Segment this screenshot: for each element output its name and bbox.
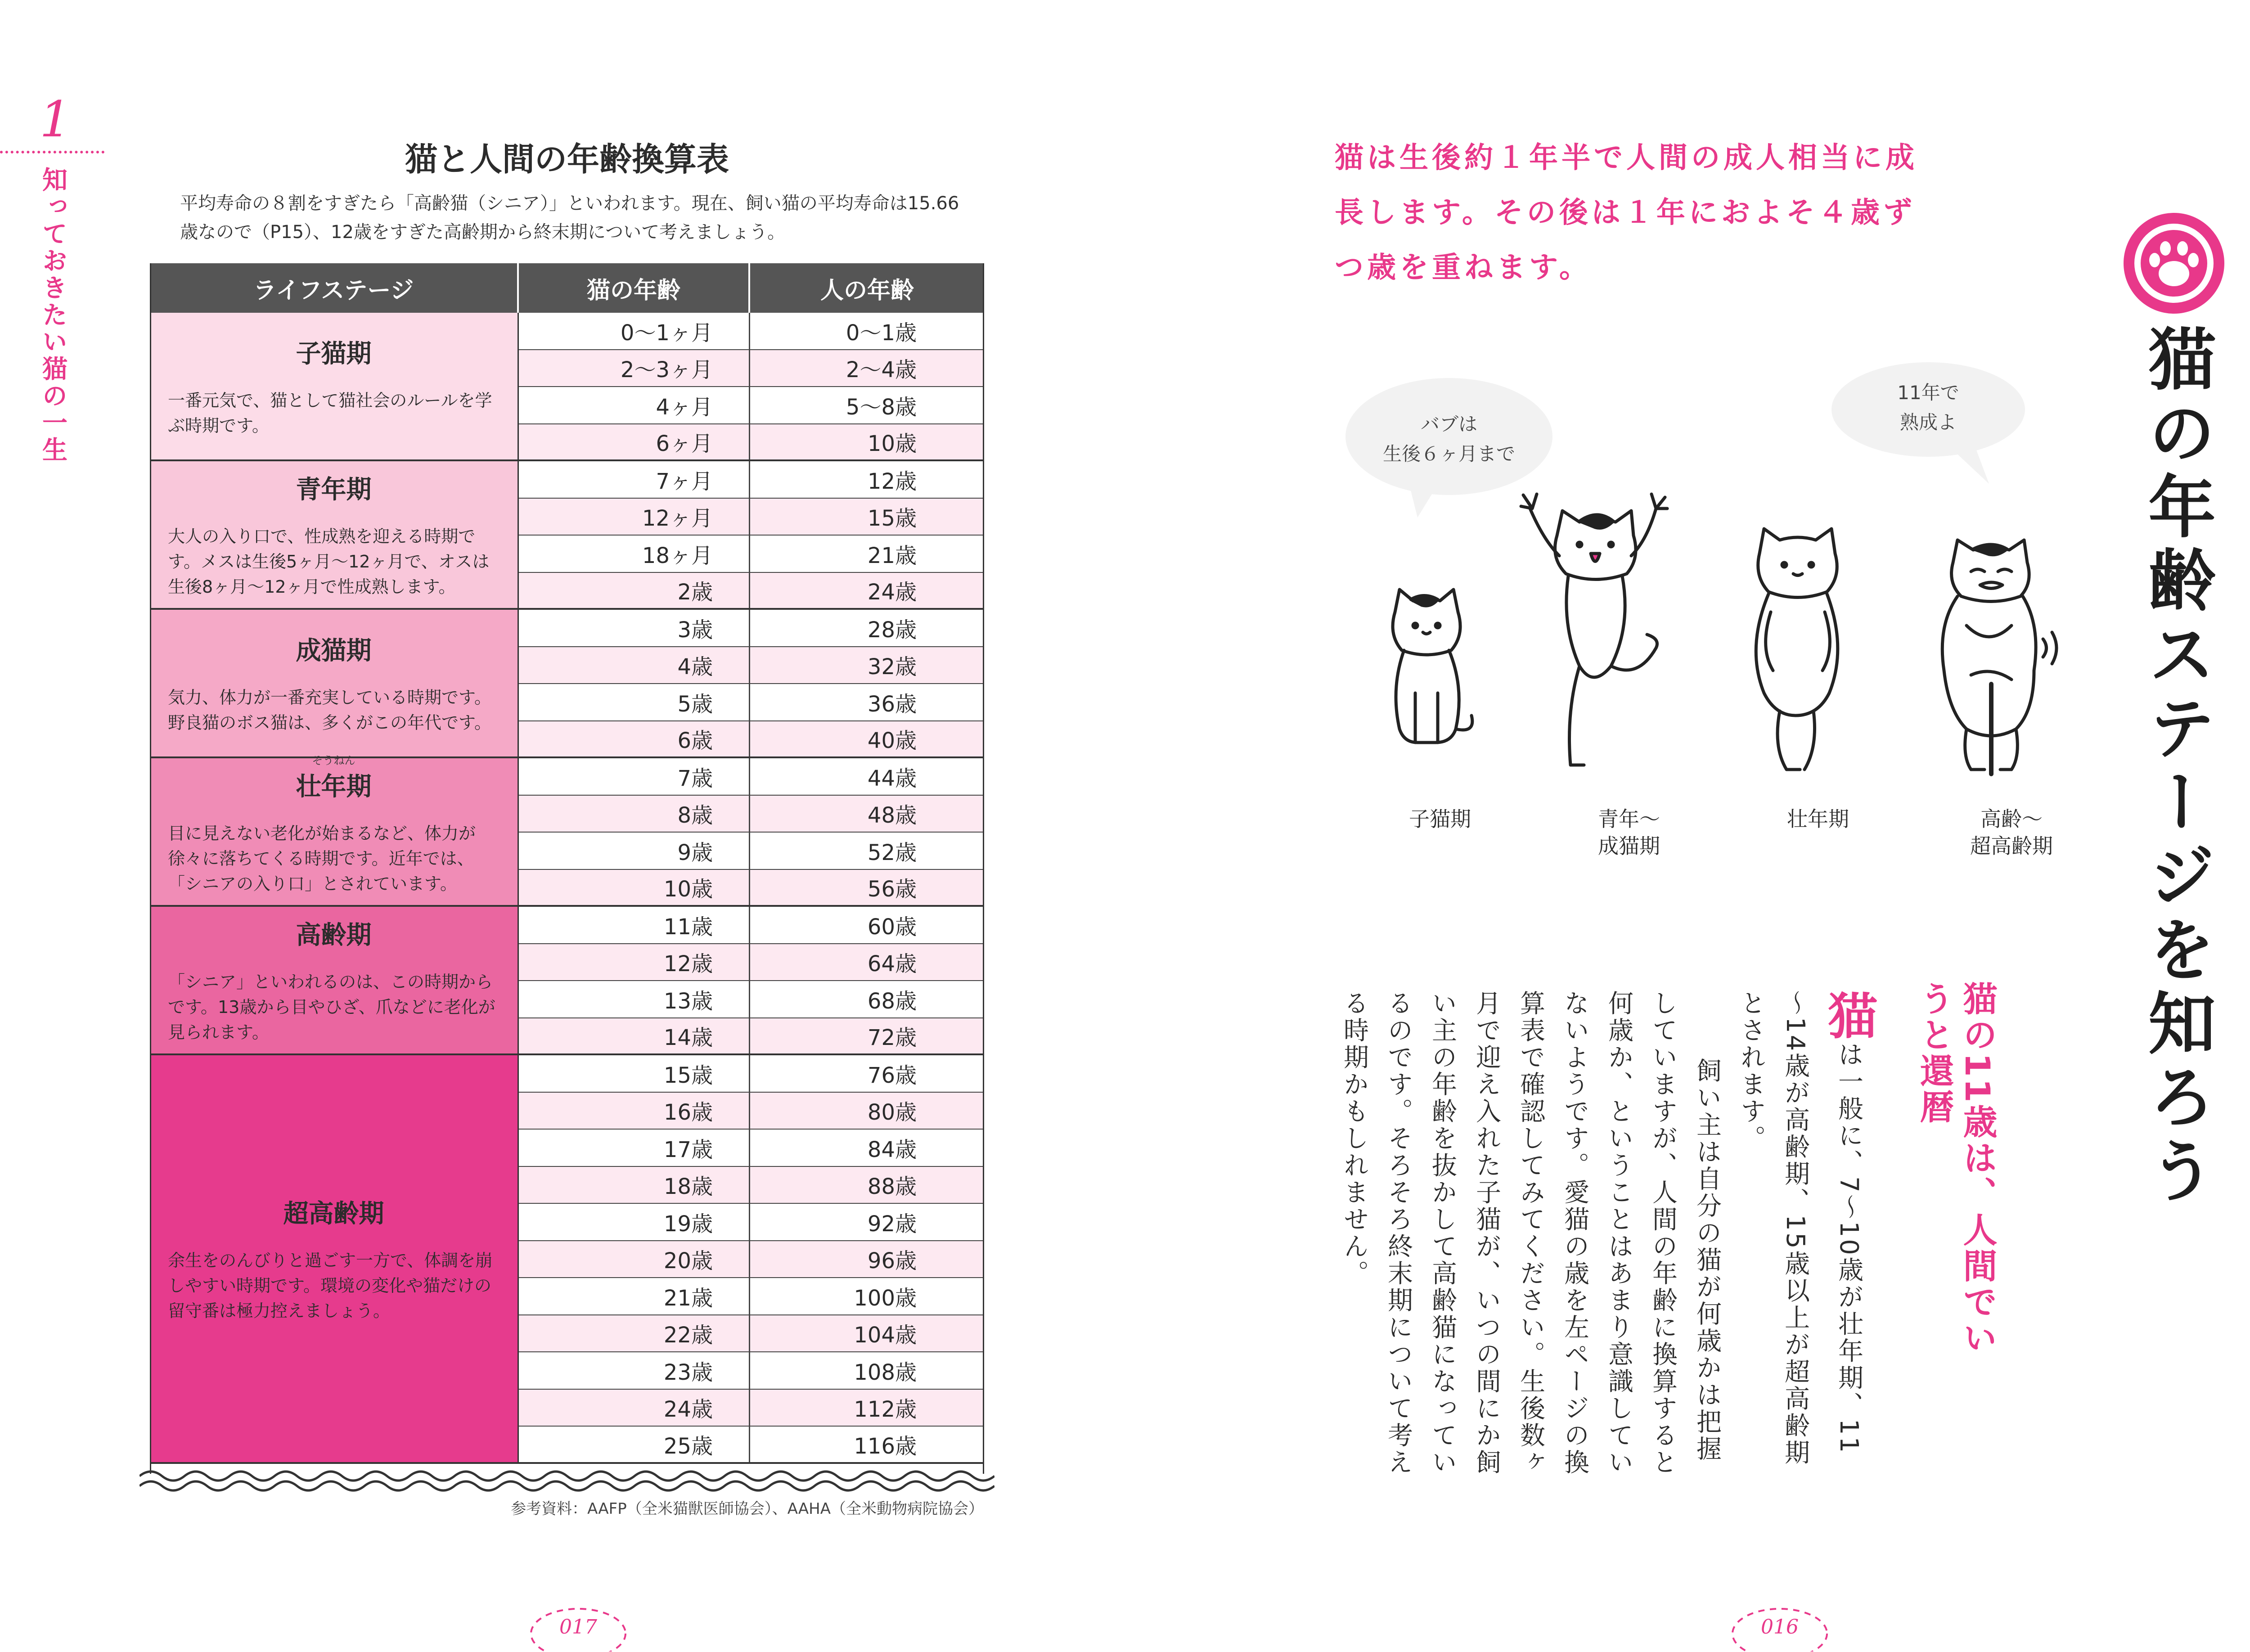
table-row bbox=[519, 944, 984, 981]
table-header bbox=[150, 263, 984, 313]
cat-age-cell: 14歳 bbox=[519, 1018, 750, 1054]
table-row bbox=[519, 981, 984, 1018]
bubble-left-line-2: 生後６ヶ月まで bbox=[1382, 443, 1515, 465]
human-age-cell: 88歳 bbox=[867, 1174, 917, 1200]
cat-age-cell: 2歳 bbox=[519, 573, 750, 608]
cat-age-cell: 20歳 bbox=[519, 1241, 750, 1278]
human-age-cell: 68歳 bbox=[867, 988, 917, 1014]
human-age-cell: 112歳 bbox=[854, 1397, 917, 1422]
cat-age-cell: 6歳 bbox=[519, 721, 750, 757]
paw-icon bbox=[2122, 212, 2226, 315]
human-age-cell: 108歳 bbox=[854, 1359, 917, 1385]
table-row bbox=[519, 1315, 984, 1353]
cat-age-cell: 21歳 bbox=[519, 1278, 750, 1314]
source-note: 参考資料：AAFP（全米猫獣医師協会）、AAHA（全米動物病院協会） bbox=[511, 1500, 984, 1518]
stage-name: 成猫期 bbox=[296, 636, 372, 666]
cat-age-cell: 22歳 bbox=[519, 1315, 750, 1352]
page-number-right bbox=[1728, 1602, 1832, 1652]
cat-label-kitten: 子猫期 bbox=[1409, 807, 1471, 831]
stage-name: 子猫期 bbox=[296, 339, 372, 369]
stage-name-wrap bbox=[168, 915, 500, 951]
table-row bbox=[519, 1427, 984, 1464]
table-row bbox=[519, 350, 984, 387]
table-title: 猫と人間の年齢換算表 bbox=[405, 140, 729, 178]
table-row bbox=[519, 499, 984, 536]
stage-cell bbox=[150, 754, 519, 907]
cat-age-cell: 23歳 bbox=[519, 1352, 750, 1389]
human-age-cell: 56歳 bbox=[867, 877, 917, 902]
table-row bbox=[519, 313, 984, 350]
table-row bbox=[519, 573, 984, 610]
human-age-cell: 2～4歳 bbox=[846, 357, 917, 383]
stage-cell bbox=[150, 313, 519, 461]
cat-age-cell: 0～1ヶ月 bbox=[519, 313, 750, 349]
stage-cell bbox=[150, 610, 519, 758]
chapter-number: 1 bbox=[40, 90, 71, 148]
table-row bbox=[519, 1241, 984, 1278]
cat-age-cell: 15歳 bbox=[519, 1055, 750, 1092]
human-age-cell: 104歳 bbox=[854, 1323, 917, 1348]
wavy-divider bbox=[140, 1467, 994, 1494]
table-row bbox=[519, 1204, 984, 1241]
table-intro: 平均寿命の８割をすぎたら「高齢猫（シニア）」といわれます。現在、飼い猫の平均寿命は15.66歳なので（P15）、12歳をすぎた高齢期から終末期について考えましょう。 bbox=[180, 193, 959, 243]
cat-age-cell: 25歳 bbox=[519, 1427, 750, 1462]
young-cat-illustration bbox=[1521, 494, 1667, 765]
table-row bbox=[519, 536, 984, 573]
page-number-text: 016 bbox=[1761, 1615, 1799, 1638]
human-age-cell: 15歳 bbox=[867, 506, 917, 531]
table-row bbox=[519, 796, 984, 833]
stage-cell bbox=[150, 907, 519, 1055]
table-row bbox=[519, 1352, 984, 1390]
cat-label-adult: 壮年期 bbox=[1787, 807, 1849, 831]
human-age-cell: 12歳 bbox=[867, 468, 917, 494]
cat-age-cell: 2～3ヶ月 bbox=[519, 350, 750, 387]
table-row bbox=[519, 907, 984, 944]
bubble-right-line-2: 熟成よ bbox=[1899, 411, 1957, 433]
cat-age-cell: 5歳 bbox=[519, 684, 750, 720]
table-row bbox=[519, 387, 984, 424]
human-age-cell: 21歳 bbox=[867, 543, 917, 568]
cat-age-cell: 12歳 bbox=[519, 944, 750, 981]
human-age-cell: 0～1歳 bbox=[846, 320, 917, 346]
cat-age-cell: 18歳 bbox=[519, 1167, 750, 1203]
human-age-cell: 80歳 bbox=[867, 1100, 917, 1125]
stage-name-wrap bbox=[168, 631, 500, 667]
cat-age-cell: 13歳 bbox=[519, 981, 750, 1017]
header-cat-age: 猫の年齢 bbox=[519, 263, 750, 313]
table-row bbox=[519, 424, 984, 462]
table-row bbox=[519, 721, 984, 759]
stage-name-wrap bbox=[168, 334, 500, 370]
body-text bbox=[1332, 990, 1880, 1476]
human-age-cell: 96歳 bbox=[867, 1248, 917, 1274]
table-row bbox=[519, 1130, 984, 1167]
header-life-stage: ライフステージ bbox=[150, 263, 519, 313]
human-age-cell: 48歳 bbox=[867, 803, 917, 828]
header-human-age: 人の年齢 bbox=[820, 277, 914, 304]
stage-description: 目に見えない老化が始まるなど、体力が徐々に落ちてくる時期です。近年では、「シニアの入り口」とされています。 bbox=[168, 824, 476, 894]
table-row bbox=[519, 758, 984, 796]
cat-age-cell: 7ヶ月 bbox=[519, 461, 750, 498]
cat-age-cell: 3歳 bbox=[519, 610, 750, 646]
human-age-cell: 64歳 bbox=[867, 951, 917, 977]
body-first-paragraph: は一般に、7～10歳が壮年期、11～14歳が高齢期、15歳以上が超高齢期とされます。 bbox=[1737, 990, 1863, 1467]
human-age-cell: 60歳 bbox=[867, 914, 917, 940]
stage-description: 余生をのんびりと過ごす一方で、体調を崩しやすい時期です。環境の変化や猫だけの留守番は極力控えましょう。 bbox=[168, 1250, 493, 1321]
cat-age-cell: 6ヶ月 bbox=[519, 424, 750, 460]
main-title: 猫の年齢ステージを知ろう bbox=[2137, 324, 2215, 1210]
cat-age-cell: 16歳 bbox=[519, 1093, 750, 1129]
human-age-cell: 52歳 bbox=[867, 840, 917, 865]
lead-text: 猫は生後約１年半で人間の成人相当に成長します。その後は１年におよそ４歳ずつ歳を重ねます。 bbox=[1335, 141, 1918, 284]
table-row bbox=[519, 833, 984, 870]
adult-cat-illustration bbox=[1756, 529, 1838, 770]
table-row bbox=[519, 1018, 984, 1056]
body-second-paragraph: 飼い主は自分の猫が何歳かは把握していますが、人間の年齢に換算すると何歳か、ということはあまり意識していないようです。愛猫の歳を左ページの換算表で確認してみてください。生後数ヶ月で迎え入れた子猫が、いつの間にか飼い主の年齢を抜かして高齢猫になっているのです。そろそろ終末期について考える時期かもしれません。 bbox=[1340, 990, 1722, 1476]
chapter-vertical-title: 知っておきたい猫の一生 bbox=[38, 167, 68, 464]
stage-ruby: そうねん bbox=[312, 754, 356, 767]
human-age-cell: 72歳 bbox=[867, 1025, 917, 1051]
cat-age-cell: 12ヶ月 bbox=[519, 499, 750, 535]
age-conversion-table bbox=[150, 263, 984, 1478]
bubble-left-line-1: バブは bbox=[1420, 413, 1477, 435]
page-number-text: 017 bbox=[559, 1615, 597, 1638]
cat-age-cell: 4歳 bbox=[519, 647, 750, 684]
cat-illustrations bbox=[1368, 477, 2106, 801]
cat-age-cell: 17歳 bbox=[519, 1130, 750, 1166]
cat-age-cell: 7歳 bbox=[519, 758, 750, 795]
human-age-cell: 116歳 bbox=[854, 1433, 917, 1459]
stage-name-wrap bbox=[168, 470, 500, 506]
human-age-cell: 10歳 bbox=[867, 431, 917, 457]
stage-description: 「シニア」といわれるのは、この時期からです。13歳から目やひざ、爪などに老化が見られます。 bbox=[168, 972, 495, 1042]
sub-heading: 猫の11歳は、人間でいうと還暦 bbox=[1914, 981, 1998, 1356]
human-age-cell: 76歳 bbox=[867, 1062, 917, 1088]
human-age-cell: 92歳 bbox=[867, 1211, 917, 1237]
stage-name: 超高齢期 bbox=[283, 1199, 384, 1229]
table-row bbox=[519, 1055, 984, 1093]
table-border-right bbox=[983, 263, 984, 1474]
cat-age-cell: 19歳 bbox=[519, 1204, 750, 1240]
cat-age-cell: 11歳 bbox=[519, 907, 750, 943]
stage-description: 一番元気で、猫として猫社会のルールを学ぶ時期です。 bbox=[168, 391, 492, 436]
body-dropcap: 猫 bbox=[1820, 990, 1877, 1041]
table-row bbox=[519, 1093, 984, 1130]
cat-label-young: 青年～ 成猫期 bbox=[1598, 807, 1660, 858]
senior-cat-illustration bbox=[1942, 540, 2056, 774]
table-row bbox=[519, 461, 984, 499]
human-age-cell: 24歳 bbox=[867, 580, 917, 605]
cat-age-cell: 10歳 bbox=[519, 870, 750, 905]
human-age-cell: 44歳 bbox=[867, 765, 917, 791]
kitten-illustration bbox=[1393, 590, 1472, 743]
page-number-left bbox=[526, 1602, 630, 1652]
stage-description: 大人の入り口で、性成熟を迎える時期です。メスは生後5ヶ月～12ヶ月で、オスは生後8ヶ月～12ヶ月で性成熟します。 bbox=[168, 527, 490, 597]
cat-label-senior: 高齢～ 超高齢期 bbox=[1970, 807, 2053, 858]
cat-age-cell: 18ヶ月 bbox=[519, 536, 750, 572]
table-row bbox=[519, 870, 984, 907]
stage-name: 青年期 bbox=[296, 475, 372, 504]
table-row bbox=[519, 1167, 984, 1204]
stage-description: 気力、体力が一番充実している時期です。野良猫のボス猫は、多くがこの年代です。 bbox=[168, 688, 491, 733]
table-border-left bbox=[150, 263, 151, 1474]
table-row bbox=[519, 1278, 984, 1315]
stage-name: 壮年期 bbox=[296, 772, 372, 801]
table-row bbox=[519, 684, 984, 721]
human-age-cell: 32歳 bbox=[867, 654, 917, 680]
speech-bubble-right bbox=[1827, 360, 2030, 486]
chapter-divider bbox=[0, 151, 104, 153]
stage-cell bbox=[150, 461, 519, 610]
cat-age-cell: 9歳 bbox=[519, 833, 750, 869]
stage-name-wrap bbox=[168, 754, 500, 803]
human-age-cell: 36歳 bbox=[867, 691, 917, 717]
table-row bbox=[519, 610, 984, 647]
human-age-cell: 28歳 bbox=[867, 617, 917, 643]
bubble-right-line-1: 11年で bbox=[1897, 382, 1959, 404]
table-row bbox=[519, 647, 984, 684]
cat-age-cell: 8歳 bbox=[519, 796, 750, 832]
stage-cell bbox=[150, 1055, 519, 1464]
cat-age-cell: 4ヶ月 bbox=[519, 387, 750, 423]
human-age-cell: 84歳 bbox=[867, 1137, 917, 1162]
stage-name-wrap bbox=[168, 1194, 500, 1230]
table-row bbox=[519, 1390, 984, 1427]
cat-age-cell: 24歳 bbox=[519, 1390, 750, 1426]
human-age-cell: 100歳 bbox=[854, 1285, 917, 1311]
stage-name: 高齢期 bbox=[296, 921, 372, 950]
human-age-cell: 5～8歳 bbox=[846, 394, 917, 420]
human-age-cell: 40歳 bbox=[867, 728, 917, 754]
